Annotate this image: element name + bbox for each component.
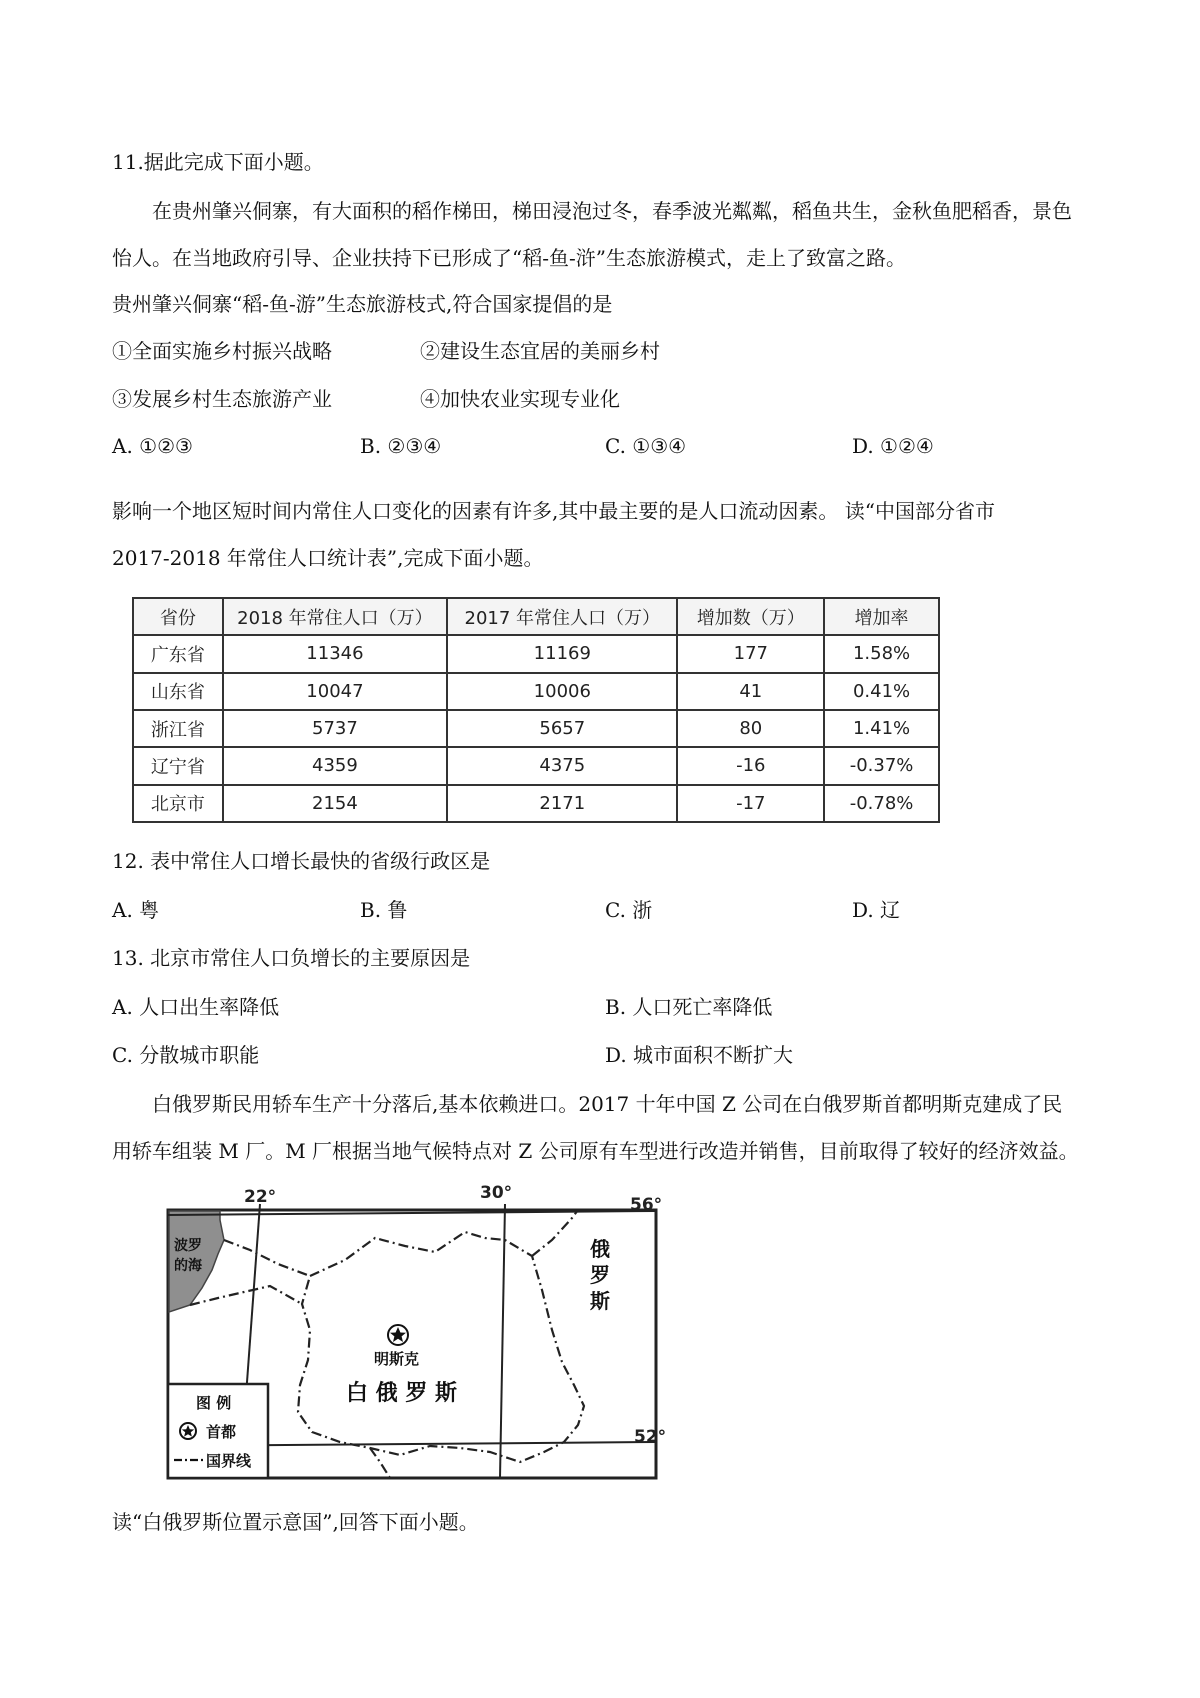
legend-title: 图 例	[196, 1394, 232, 1412]
q11-paragraph-line2: 怡人。在当地政府引导、企业扶持下已形成了“稻-鱼-浒”生态旅游模式，走上了致富之路。	[112, 246, 906, 270]
q12-option-b: B. 鲁	[360, 898, 408, 922]
table-header-row	[133, 598, 939, 635]
q11-option-c: C. ①③④	[605, 434, 687, 458]
table-row	[133, 710, 939, 747]
q11-option-a: A. ①②③	[112, 434, 193, 458]
pop-intro-line2: 2017-2018 年常住人口统计表”,完成下面小题。	[112, 546, 544, 570]
table-cell: 80	[677, 710, 824, 747]
lat-52-label: 52°	[634, 1427, 667, 1447]
table-cell: -0.78%	[824, 785, 939, 822]
q13-option-d: D. 城市面积不断扩大	[605, 1043, 794, 1067]
belarus-location-map	[160, 1180, 670, 1500]
q12-option-d: D. 辽	[852, 898, 901, 922]
q11-question: 贵州肇兴侗寨“稻-鱼-游”生态旅游枝式,符合国家提倡的是	[112, 292, 613, 316]
legend-star-icon	[180, 1423, 196, 1439]
legend-capital-label: 首都	[206, 1423, 237, 1441]
table-header: 增加数（万）	[677, 598, 824, 635]
table-cell: 2154	[223, 785, 447, 822]
q12-question: 12. 表中常住人口增长最快的省级行政区是	[112, 849, 491, 873]
table-cell: 北京市	[133, 785, 223, 822]
table-cell: 山东省	[133, 673, 223, 710]
russia-label-3: 斯	[590, 1289, 610, 1313]
q11-paragraph-line1: 在贵州肇兴侗寨，有大面积的稻作梯田，梯田浸泡过冬，春季波光粼粼，稻鱼共生，金秋鱼肥稻香，景色	[152, 199, 1072, 223]
table-cell: -17	[677, 785, 824, 822]
q13-option-c: C. 分散城市职能	[112, 1043, 260, 1067]
table-cell: -16	[677, 747, 824, 784]
map-svg	[160, 1180, 670, 1500]
table-cell: 4375	[447, 747, 677, 784]
table-cell: 浙江省	[133, 710, 223, 747]
table-row	[133, 673, 939, 710]
table-row	[133, 785, 939, 822]
table-cell: 41	[677, 673, 824, 710]
table-cell: 4359	[223, 747, 447, 784]
capital-star-icon	[388, 1325, 408, 1345]
table-header: 增加率	[824, 598, 939, 635]
q11-option-d: D. ①②④	[852, 434, 934, 458]
table-cell: 广东省	[133, 635, 223, 672]
country-label: 白 俄 罗 斯	[346, 1381, 457, 1406]
table-header: 2017 年常住人口（万）	[447, 598, 677, 635]
table-header: 2018 年常住人口（万）	[223, 598, 447, 635]
table-header: 省份	[133, 598, 223, 635]
q13-option-b: B. 人口死亡率降低	[605, 995, 773, 1019]
table-row	[133, 747, 939, 784]
table-cell: 177	[677, 635, 824, 672]
table-row	[133, 635, 939, 672]
q11-item-1: ①全面实施乡村振兴战略	[112, 339, 332, 363]
q11-item-2: ②建设生态宜居的美丽乡村	[420, 339, 660, 363]
q12-option-a: A. 粤	[112, 898, 160, 922]
belarus-paragraph-line2: 用轿车组装 M 厂。M 厂根据当地气候特点对 Z 公司原有车型进行改造并销售，目前取得了较好的经济效益。	[112, 1139, 1079, 1163]
russia-label-2: 罗	[590, 1263, 610, 1287]
belarus-paragraph-line1: 白俄罗斯民用轿车生产十分落后,基本依赖进口。2017 十年中国 Z 公司在白俄罗斯首都明斯克建成了民	[152, 1092, 1063, 1116]
table-cell: 0.41%	[824, 673, 939, 710]
lat-56-label: 56°	[630, 1195, 663, 1215]
table-cell: 2171	[447, 785, 677, 822]
table-cell: 辽宁省	[133, 747, 223, 784]
table-cell: 5737	[223, 710, 447, 747]
q11-option-b: B. ②③④	[360, 434, 442, 458]
table-cell: 11169	[447, 635, 677, 672]
pop-intro-line1: 影响一个地区短时间内常住人口变化的因素有许多,其中最主要的是人口流动因素。 读“中国部分省市	[112, 499, 995, 523]
legend-border-label: 国界线	[206, 1452, 252, 1470]
q13-option-a: A. 人口出生率降低	[112, 995, 280, 1019]
q12-option-c: C. 浙	[605, 898, 653, 922]
sea-label-2: 的海	[174, 1258, 202, 1274]
table-cell: 10047	[223, 673, 447, 710]
table-cell: 5657	[447, 710, 677, 747]
q11-heading: 11.据此完成下面小题。	[112, 150, 324, 174]
table-cell: 1.58%	[824, 635, 939, 672]
q13-question: 13. 北京市常住人口负增长的主要原因是	[112, 946, 471, 970]
russia-label-1: 俄	[590, 1237, 610, 1261]
lon-22-label: 22°	[244, 1187, 277, 1207]
capital-label: 明斯克	[374, 1350, 420, 1368]
q11-item-3: ③发展乡村生态旅游产业	[112, 387, 332, 411]
map-caption: 读“白俄罗斯位置示意国”,回答下面小题。	[112, 1510, 479, 1534]
table-cell: -0.37%	[824, 747, 939, 784]
population-table	[132, 597, 940, 823]
table-cell: 10006	[447, 673, 677, 710]
lon-30-label: 30°	[480, 1183, 513, 1203]
sea-label-1: 波罗	[174, 1238, 202, 1254]
table-cell: 11346	[223, 635, 447, 672]
q11-item-4: ④加快农业实现专业化	[420, 387, 620, 411]
table-cell: 1.41%	[824, 710, 939, 747]
